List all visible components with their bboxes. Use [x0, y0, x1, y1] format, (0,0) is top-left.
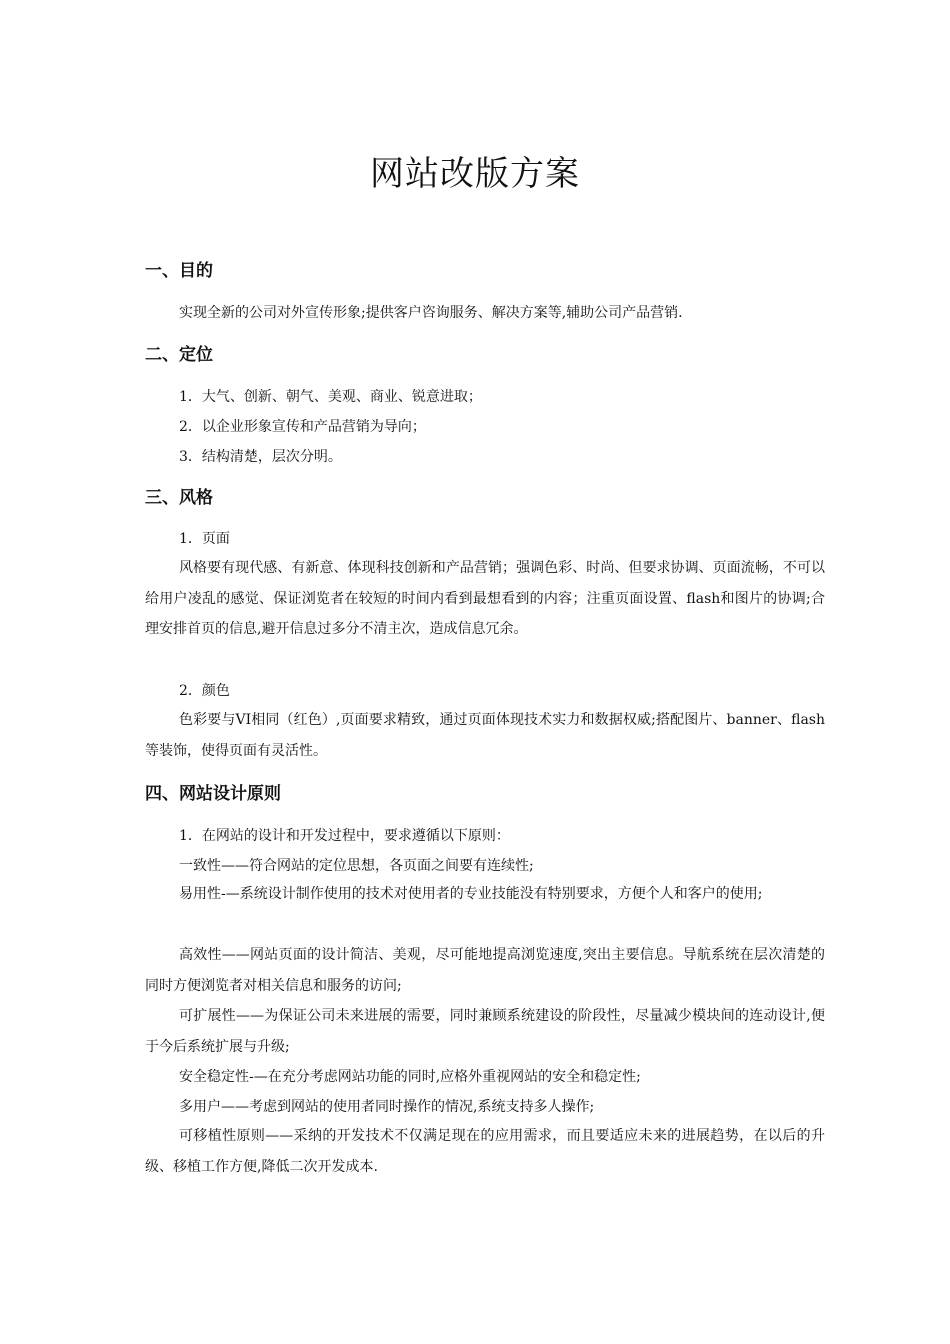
section-heading-design-principles: 四、网站设计原则: [145, 784, 281, 804]
subheading-color: 2．颜色: [179, 683, 230, 699]
document-title: 网站改版方案: [370, 154, 580, 194]
principle-item: 安全稳定性-—在充分考虑网站功能的同时,应格外重视网站的安全和稳定性;: [179, 1069, 641, 1085]
principle-item: 一致性——符合网站的定位思想，各页面之间要有连续性;: [179, 858, 534, 874]
section-heading-positioning: 二、定位: [145, 345, 213, 365]
section-heading-style: 三、风格: [145, 488, 213, 508]
principle-item: 可扩展性——为保证公司未来进展的需要，同时兼顾系统建设的阶段性，尽量减少模块间的连动设计,便于今后系统扩展与升级;: [145, 1008, 825, 1055]
principle-item: 多用户——考虑到网站的使用者同时操作的情况,系统支持多人操作;: [179, 1099, 595, 1115]
list-item: 3．结构清楚，层次分明。: [179, 449, 342, 465]
subheading-page: 1．页面: [179, 531, 230, 547]
principle-item: 易用性-—系统设计制作使用的技术对使用者的专业技能没有特别要求，方便个人和客户的使用;: [179, 886, 763, 902]
list-item: 2．以企业形象宣传和产品营销为导向；: [179, 419, 426, 435]
paragraph: 色彩要与VI相同（红色）,页面要求精致，通过页面体现技术实力和数据权威;搭配图片、banner、flash等装饰，使得页面有灵活性。: [145, 712, 825, 759]
paragraph: 风格要有现代感、有新意、体现科技创新和产品营销；强调色彩、时尚、但要求协调、页面流畅，不可以给用户凌乱的感觉、保证浏览者在较短的时间内看到最想看到的内容；注重页面设置、flash和图片的协调;合理安排首页的信息,避开信息过多分不清主次，造成信息冗余。: [145, 560, 825, 637]
list-item: 1．大气、创新、朝气、美观、商业、锐意进取；: [179, 389, 482, 405]
section-heading-purpose: 一、目的: [145, 261, 213, 281]
principle-item: 高效性——网站页面的设计简洁、美观，尽可能地提高浏览速度,突出主要信息。导航系统在层次清楚的同时方便浏览者对相关信息和服务的访问;: [145, 947, 825, 994]
paragraph: 1．在网站的设计和开发过程中，要求遵循以下原则：: [179, 828, 510, 844]
paragraph: 实现全新的公司对外宣传形象;提供客户咨询服务、解决方案等,辅助公司产品营销.: [179, 305, 683, 321]
principle-item: 可移植性原则——采纳的开发技术不仅满足现在的应用需求，而且要适应未来的进展趋势，在以后的升级、移植工作方便,降低二次开发成本.: [145, 1128, 825, 1175]
